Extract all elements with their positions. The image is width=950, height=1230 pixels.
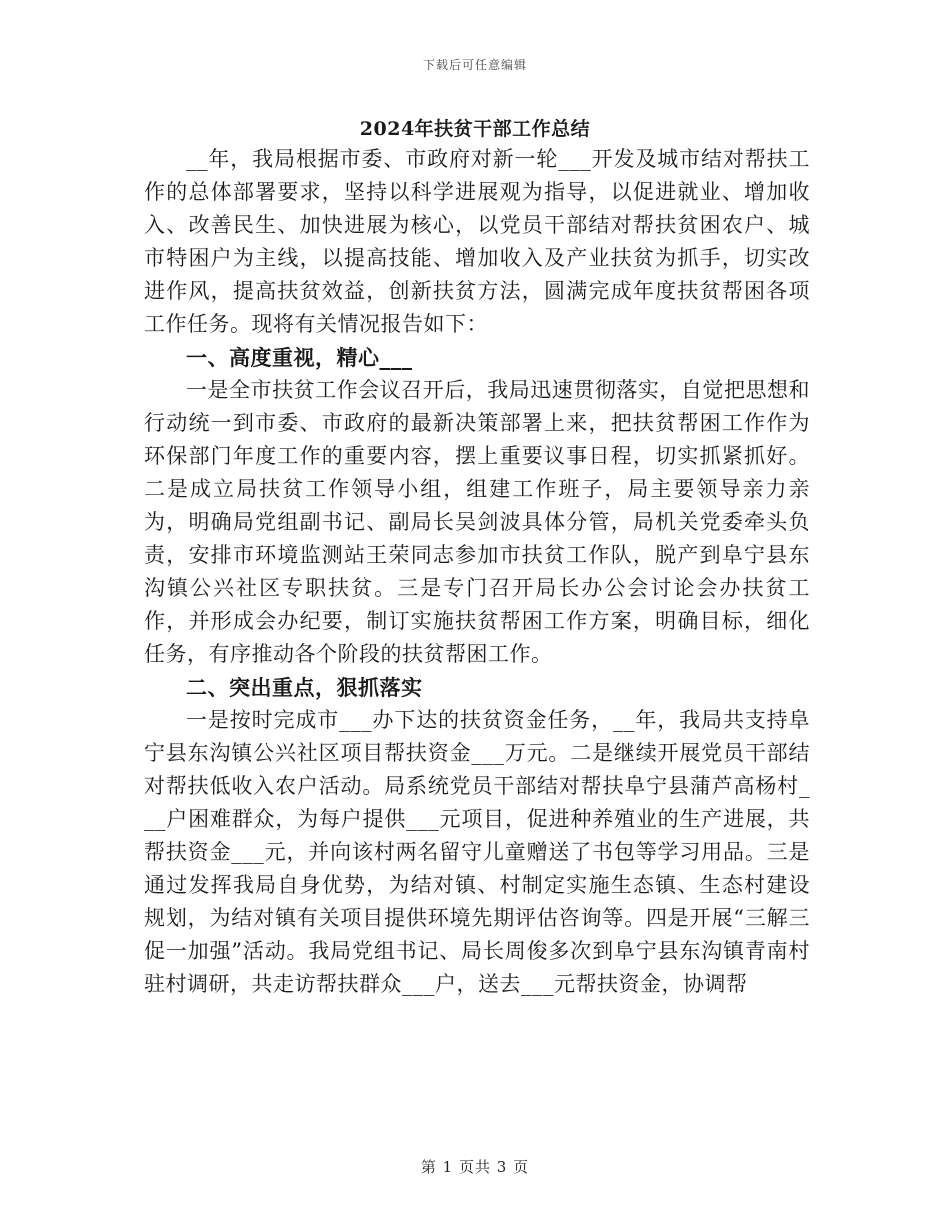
- document-body: [144, 143, 810, 1001]
- page-number: 第 1 页共 3 页: [420, 1158, 530, 1176]
- section-heading-2: 二、突出重点，狠抓落实: [186, 675, 423, 700]
- section-paragraph-2: 一是按时完成市___办下达的扶贫资金任务，__年，我局共支持阜宁县东沟镇公兴社区项目帮扶资金___万元。二是继续开展党员干部结对帮扶低收入农户活动。局系统党员干部结对帮扶阜宁县蒲芦高杨村___户困难群众，为每户提供___元项目，促进种养殖业的生产进展，共帮扶资金___元，并向该村两名留守儿童赠送了书包等学习用品。三是通过发挥我局自身优势，为结对镇、村制定实施生态镇、生态村建设规划，为结对镇有关项目提供环境先期评估咨询等。四是开展“三解三促一加强”活动。我局党组书记、局长周俊多次到阜宁县东沟镇青南村驻村调研，共走访帮扶群众___户，送去___元帮扶资金，协调帮: [144, 708, 810, 996]
- section-paragraph-1: 一是全市扶贫工作会议召开后，我局迅速贯彻落实，自觉把思想和行动统一到市委、市政府的最新决策部署上来，把扶贫帮困工作作为环保部门年度工作的重要内容，摆上重要议事日程，切实抓紧抓好。二是成立局扶贫工作领导小组，组建工作班子，局主要领导亲力亲为，明确局党组副书记、副局长吴剑波具体分管，局机关党委牵头负责，安排市环境监测站王荣同志参加市扶贫工作队，脱产到阜宁县东沟镇公兴社区专职扶贫。三是专门召开局长办公会讨论会办扶贫工作，并形成会办纪要，制订实施扶贫帮困工作方案，明确目标，细化任务，有序推动各个阶段的扶贫帮困工作。: [144, 378, 810, 666]
- document-title: 2024年扶贫干部工作总结: [359, 118, 591, 140]
- page-header-note: 下载后可任意编辑: [422, 58, 527, 72]
- intro-paragraph: __年，我局根据市委、市政府对新一轮___开发及城市结对帮扶工作的总体部署要求，坚持以科学进展观为指导，以促进就业、增加收入、改善民生、加快进展为核心，以党员干部结对帮扶贫困农户、城市特困户为主线，以提高技能、增加收入及产业扶贫为抓手，切实改进作风，提高扶贫效益，创新扶贫方法，圆满完成年度扶贫帮困各项工作任务。现将有关情况报告如下：: [144, 147, 810, 336]
- section-heading-1: 一、高度重视，精心___: [186, 345, 413, 370]
